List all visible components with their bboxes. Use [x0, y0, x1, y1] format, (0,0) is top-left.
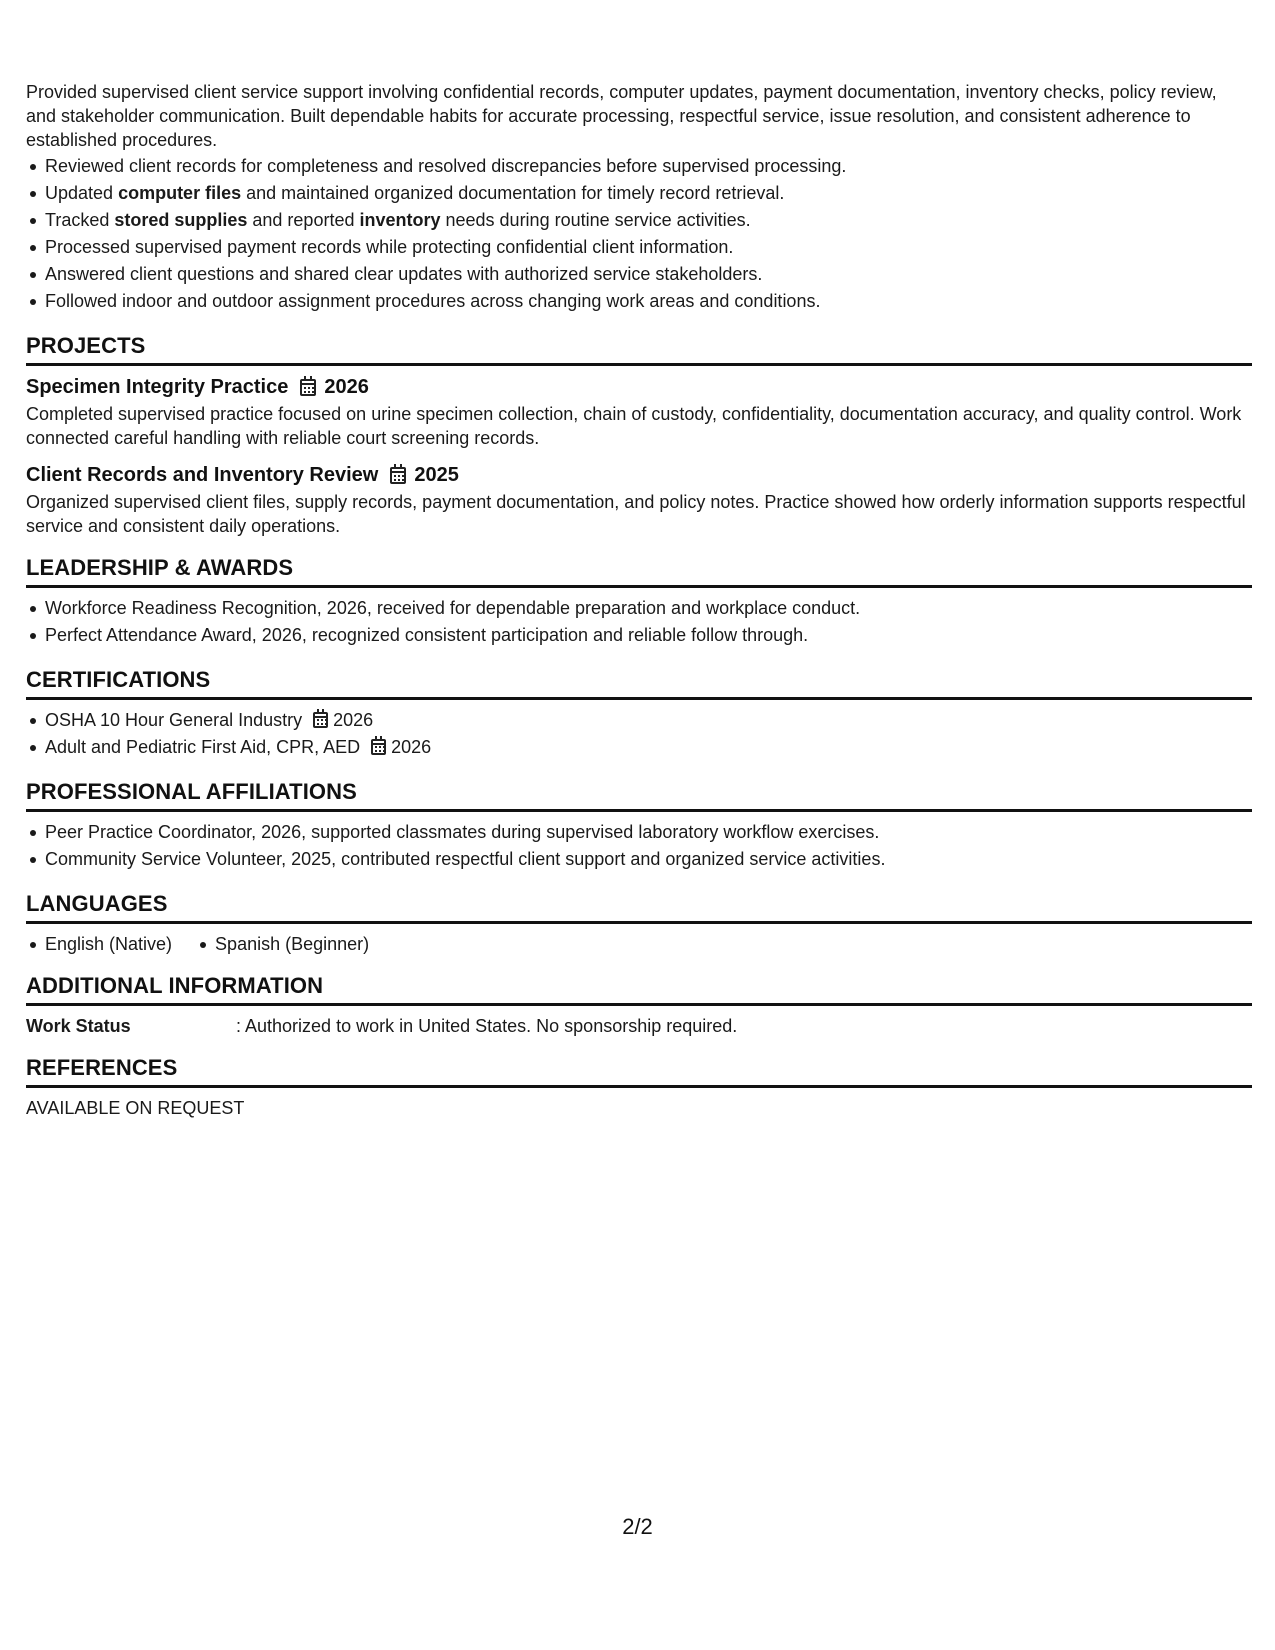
leadership-section	[26, 554, 1252, 650]
references-text: AVAILABLE ON REQUEST	[26, 1098, 245, 1118]
references-heading: REFERENCES	[26, 1054, 1252, 1088]
language-item: English (Native)	[26, 932, 172, 956]
bullet-text: Tracked	[45, 210, 115, 230]
bullet-text: Processed supervised payment records while protecting confidential client information.	[45, 237, 734, 257]
list-item: Community Service Volunteer, 2025, contributed respectful client support and organized service activities.	[26, 847, 1252, 874]
languages-heading: LANGUAGES	[26, 890, 1252, 924]
list-item: Perfect Attendance Award, 2026, recognized consistent participation and reliable follow through.	[26, 623, 1252, 650]
list-item	[26, 735, 1252, 762]
page-number: 2/2	[622, 1514, 653, 1539]
experience-summary: Provided supervised client service support involving confidential records, computer updates, payment documentation, inventory checks, policy review, and stakeholder communication. Built dependable habits for accurate processing, respectful service, issue resolution, and consistent adherence to established procedures.	[26, 82, 1217, 150]
references-section	[26, 1054, 1252, 1120]
bullet-text: and reported	[247, 210, 360, 230]
calendar-icon	[371, 739, 386, 755]
bullet-text: Reviewed client records for completeness and resolved discrepancies before supervised processing.	[45, 156, 847, 176]
project-year: 2025	[414, 464, 459, 486]
bullet-text: and maintained organized documentation for timely record retrieval.	[241, 183, 785, 203]
project-item	[26, 374, 1252, 450]
experience-bullet	[26, 262, 1252, 289]
project-title: Specimen Integrity Practice	[26, 376, 289, 398]
bullet-text: Followed indoor and outdoor assignment procedures across changing work areas and conditions.	[45, 291, 821, 311]
resume-page	[26, 80, 1252, 1120]
experience-bullet	[26, 181, 1252, 208]
work-status-row	[26, 1014, 1252, 1038]
leadership-list	[26, 596, 1252, 650]
language-item: Spanish (Beginner)	[196, 932, 369, 956]
project-description: Organized supervised client files, supply records, payment documentation, and policy notes. Practice showed how orderly information supports respectful service and consistent daily operations.	[26, 492, 1246, 536]
bold-keyword: stored supplies	[114, 210, 248, 230]
work-status-value: : Authorized to work in United States. No sponsorship required.	[236, 1016, 738, 1036]
certification-name: Adult and Pediatric First Aid, CPR, AED	[45, 737, 361, 757]
experience-bullet	[26, 235, 1252, 262]
certifications-list	[26, 708, 1252, 762]
project-year: 2026	[324, 376, 369, 398]
projects-section	[26, 332, 1252, 538]
calendar-icon	[300, 379, 316, 396]
list-item: Peer Practice Coordinator, 2026, supported classmates during supervised laboratory workflow exercises.	[26, 820, 1252, 847]
affiliations-heading: PROFESSIONAL AFFILIATIONS	[26, 778, 1252, 812]
experience-bullet	[26, 289, 1252, 316]
experience-bullet	[26, 154, 1252, 181]
calendar-icon	[390, 467, 406, 484]
bullet-text: Answered client questions and shared clear updates with authorized service stakeholders.	[45, 264, 763, 284]
experience-bullet-list	[26, 154, 1252, 316]
list-item: Workforce Readiness Recognition, 2026, received for dependable preparation and workplace conduct.	[26, 596, 1252, 623]
project-item	[26, 462, 1252, 538]
leadership-heading: LEADERSHIP & AWARDS	[26, 554, 1252, 588]
project-title: Client Records and Inventory Review	[26, 464, 379, 486]
bullet-text: needs during routine service activities.	[440, 210, 751, 230]
bullet-text: Updated	[45, 183, 119, 203]
project-description: Completed supervised practice focused on urine specimen collection, chain of custody, confidentiality, documentation accuracy, and quality control. Work connected careful handling with reliable court screening records.	[26, 404, 1242, 448]
list-item	[26, 708, 1252, 735]
additional-info-heading: ADDITIONAL INFORMATION	[26, 972, 1252, 1006]
certifications-section	[26, 666, 1252, 762]
experience-bullet	[26, 208, 1252, 235]
certification-name: OSHA 10 Hour General Industry	[45, 710, 303, 730]
certification-year: 2026	[391, 737, 432, 757]
certifications-heading: CERTIFICATIONS	[26, 666, 1252, 700]
certification-year: 2026	[333, 710, 374, 730]
languages-list	[26, 932, 1252, 956]
work-status-label: Work Status	[26, 1016, 131, 1036]
affiliations-list	[26, 820, 1252, 874]
affiliations-section	[26, 778, 1252, 874]
languages-section	[26, 890, 1252, 956]
bold-keyword: computer files	[118, 183, 242, 203]
projects-heading: PROJECTS	[26, 332, 1252, 366]
calendar-icon	[313, 712, 328, 728]
bold-keyword: inventory	[359, 210, 441, 230]
additional-info-section	[26, 972, 1252, 1038]
